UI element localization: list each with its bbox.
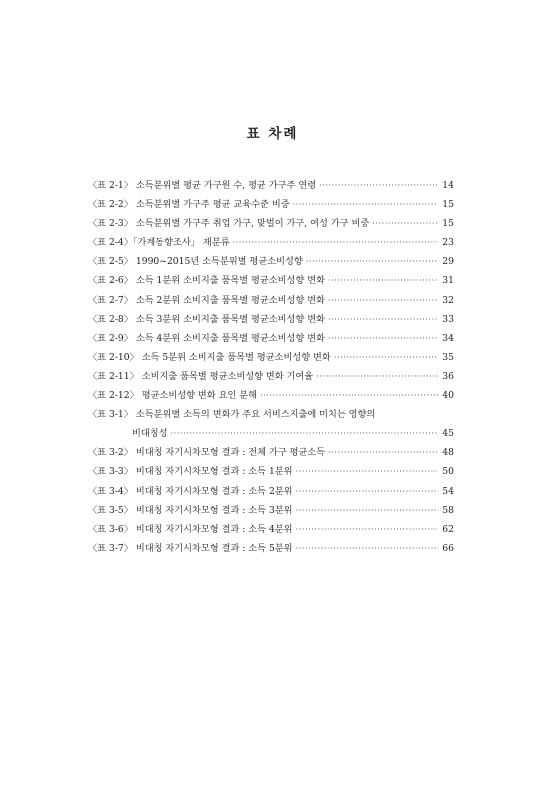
toc-entry-label: 〈표 2-10〉 소득 5분위 소비지출 품목별 평균소비성향 변화 xyxy=(88,351,331,363)
toc-entry-label: 〈표 2-4〉「가계동향조사」 재분류 xyxy=(88,237,230,249)
toc-entry[interactable] xyxy=(88,539,454,558)
toc-entry-label: 〈표 2-9〉 소득 4분위 소비지출 품목별 평균소비성향 변화 xyxy=(88,332,325,344)
toc-page-number: 32 xyxy=(442,294,454,306)
toc-entry-label: 〈표 3-4〉 비대칭 자기시차모형 결과 : 소득 2분위 xyxy=(88,485,293,497)
toc-entry-label: 〈표 2-7〉 소득 2분위 소비지출 품목별 평균소비성향 변화 xyxy=(88,294,325,306)
toc-page-number: 48 xyxy=(442,447,454,459)
toc-page-number: 34 xyxy=(442,332,454,344)
toc-entry[interactable] xyxy=(88,482,454,501)
toc-entry[interactable] xyxy=(88,329,454,348)
toc-entry-label: 〈표 3-5〉 비대칭 자기시차모형 결과 : 소득 3분위 xyxy=(88,504,293,516)
toc-entry-label: 〈표 2-6〉 소득 1분위 소비지출 품목별 평균소비성향 변화 xyxy=(88,275,325,287)
toc-entry-continuation: 비대칭성 xyxy=(132,428,168,440)
toc-entry[interactable] xyxy=(88,462,454,481)
toc-entry-label: 〈표 2-1〉 소득분위별 평균 가구원 수, 평균 가구주 연령 xyxy=(88,180,317,191)
toc-page-number: 66 xyxy=(442,542,454,554)
toc-leader-dots xyxy=(319,176,438,195)
toc-entry[interactable] xyxy=(88,310,454,329)
toc-leader-dots xyxy=(334,348,438,367)
toc-page-number: 15 xyxy=(442,218,454,230)
toc-leader-dots xyxy=(296,539,438,558)
toc-entry[interactable] xyxy=(88,348,454,367)
toc-entry-label: 〈표 3-3〉 비대칭 자기시차모형 결과 : 소득 1분위 xyxy=(88,466,293,478)
toc-entry-label: 〈표 2-2〉 소득분위별 가구주 평균 교육수준 비중 xyxy=(88,199,290,211)
toc-leader-dots xyxy=(260,386,438,405)
toc-leader-dots xyxy=(296,501,438,520)
toc-entry-label: 〈표 3-6〉 비대칭 자기시차모형 결과 : 소득 4분위 xyxy=(88,523,293,535)
toc-page-number: 14 xyxy=(442,180,454,191)
toc-entry[interactable] xyxy=(88,291,454,310)
toc-entry[interactable] xyxy=(88,271,454,290)
toc-page-number: 15 xyxy=(442,199,454,211)
toc-leader-dots xyxy=(293,195,438,214)
toc-entry[interactable] xyxy=(88,233,454,252)
table-of-contents xyxy=(88,176,454,558)
toc-leader-dots xyxy=(328,329,438,348)
toc-leader-dots xyxy=(328,291,438,310)
toc-entry-second-line xyxy=(88,424,454,443)
toc-entry-label: 〈표 3-7〉 비대칭 자기시차모형 결과 : 소득 5분위 xyxy=(88,542,293,554)
toc-page-number: 31 xyxy=(442,275,454,287)
toc-entry[interactable] xyxy=(88,520,454,539)
toc-page-number: 50 xyxy=(442,466,454,478)
toc-leader-dots xyxy=(296,520,438,539)
page-title: 표 차례 xyxy=(246,126,299,142)
toc-page-number: 62 xyxy=(442,523,454,535)
toc-entry[interactable] xyxy=(88,501,454,520)
toc-page-number: 40 xyxy=(442,390,454,402)
toc-leader-dots xyxy=(306,252,438,271)
toc-entry[interactable] xyxy=(88,176,454,195)
toc-leader-dots xyxy=(316,367,438,386)
toc-entry-label: 〈표 2-8〉 소득 3분위 소비지출 품목별 평균소비성향 변화 xyxy=(88,313,325,325)
toc-entry-label: 〈표 2-11〉 소비지출 품목별 평균소비성향 변화 기여율 xyxy=(88,370,314,382)
toc-page-number: 58 xyxy=(442,504,454,516)
toc-leader-dots xyxy=(233,233,438,252)
toc-leader-dots xyxy=(328,271,438,290)
toc-entry[interactable] xyxy=(88,386,454,405)
toc-entry[interactable] xyxy=(88,405,454,443)
toc-leader-dots xyxy=(328,443,438,462)
toc-page-number: 29 xyxy=(442,256,454,268)
toc-leader-dots xyxy=(296,482,438,501)
toc-page-number: 35 xyxy=(442,351,454,363)
toc-entry[interactable] xyxy=(88,195,454,214)
toc-entry[interactable] xyxy=(88,214,454,233)
toc-leader-dots xyxy=(372,214,438,233)
toc-entry-label: 〈표 2-12〉 평균소비성향 변화 요인 분해 xyxy=(88,390,257,402)
toc-page-number: 33 xyxy=(442,313,454,325)
toc-entry[interactable] xyxy=(88,367,454,386)
toc-leader-dots xyxy=(171,424,438,443)
toc-entry[interactable] xyxy=(88,443,454,462)
toc-entry-label: 〈표 3-2〉 비대칭 자기시차모형 결과 : 전체 가구 평균소득 xyxy=(88,447,326,459)
toc-page-number: 23 xyxy=(442,237,454,249)
toc-entry-label: 〈표 3-1〉 소득분위별 소득의 변화가 주요 서비스지출에 미치는 영향의 xyxy=(88,409,376,421)
toc-page-number: 45 xyxy=(442,428,454,440)
toc-entry[interactable] xyxy=(88,252,454,271)
toc-page-number: 36 xyxy=(442,370,454,382)
toc-page-number: 54 xyxy=(442,485,454,497)
toc-entry-label: 〈표 2-3〉 소득분위별 가구주 취업 가구, 맞벌이 가구, 여성 가구 비중 xyxy=(88,218,370,230)
toc-entry-label: 〈표 2-5〉 1990~2015년 소득분위별 평균소비성향 xyxy=(88,256,303,268)
toc-leader-dots xyxy=(296,462,438,481)
toc-entry-first-line xyxy=(88,405,454,424)
toc-leader-dots xyxy=(328,310,438,329)
